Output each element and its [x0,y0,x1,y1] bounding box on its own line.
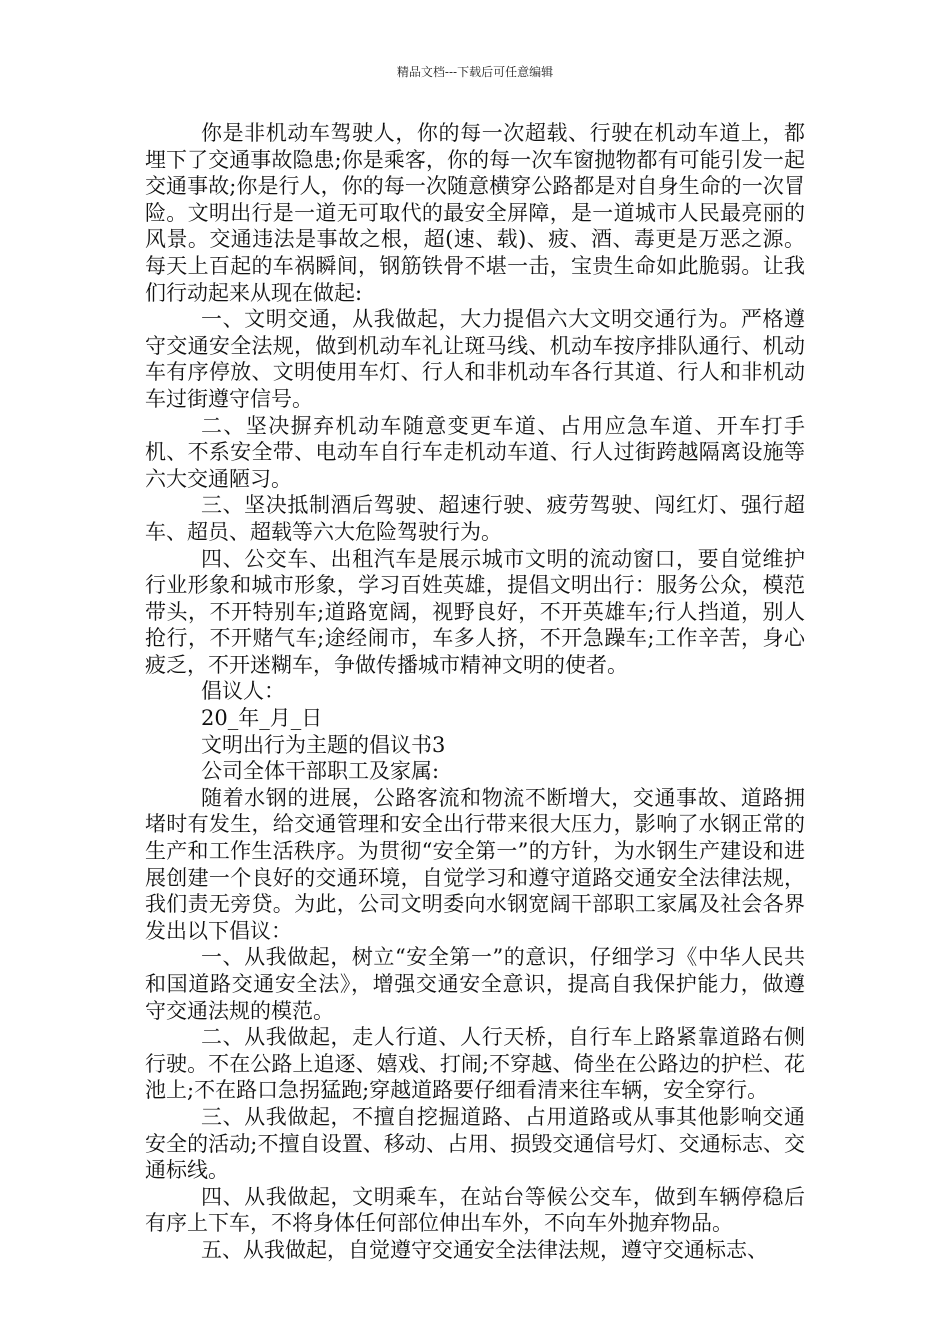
paragraph-item-3: 三、坚决抵制酒后驾驶、超速行驶、疲劳驾驶、闯红灯、强行超车、超员、超载等六大危险驾驶行为。 [145,493,805,544]
document-body [145,120,805,1264]
date-line: 20_年_月_日 [201,706,323,731]
paragraph-proposal-3: 三、从我做起，不擅自挖掘道路、占用道路或从事其他影响交通安全的活动;不擅自设置、移动、占用、损毁交通信号灯、交通标志、交通标线。 [145,1104,805,1183]
paragraph-item-2: 二、坚决摒弃机动车随意变更车道、占用应急车道、开车打手机、不系安全带、电动车自行车走机动车道、行人过街跨越隔离设施等六大交通陋习。 [145,413,805,491]
paragraph-item-1: 一、文明交通，从我做起，大力提倡六大文明交通行为。严格遵守交通安全法规，做到机动车礼让斑马线、机动车按序排队通行、机动车有序停放、文明使用车灯、行人和非机动车各行其道、行人和非机动车过街遵守信号。 [145,307,805,411]
paragraph-proposal-1: 一、从我做起，树立“安全第一”的意识，仔细学习《中华人民共和国道路交通安全法》，增强交通安全意识，提高自我保护能力，做遵守交通法规的模范。 [145,945,805,1023]
page-header: 精品文档---下载后可任意编辑 [396,65,554,79]
signature-line: 倡议人： [201,679,285,704]
paragraph-intro: 你是非机动车驾驶人，你的每一次超载、行驶在机动车道上，都埋下了交通事故隐患;你是乘客，你的每一次车窗抛物都有可能引发一起交通事故;你是行人，你的每一次随意横穿公路都是对自身生命的一次冒险。文明出行是一道无可取代的最安全屏障，是一道城市人民最亮丽的风景。交通违法是事故之根，超(速、载)、疲、酒、毒更是万恶之源。每天上百起的车祸瞬间，钢筋铁骨不堪一击，宝贵生命如此脆弱。让我们行动起来从现在做起: [145,121,805,305]
paragraph-proposal-intro: 随着水钢的进展，公路客流和物流不断增大，交通事故、道路拥堵时有发生，给交通管理和安全出行带来很大压力，影响了水钢正常的生产和工作生活秩序。为贯彻“安全第一”的方针，为水钢生产建设和进展创建一个良好的交通环境，自觉学习和遵守道路交通安全法律法规，我们责无旁贷。为此，公司文明委向水钢宽阔干部职工家属及社会各界发出以下倡议： [145,785,805,943]
paragraph-proposal-2: 二、从我做起，走人行道、人行天桥，自行车上路紧靠道路右侧行驶。不在公路上追逐、嬉戏、打闹;不穿越、倚坐在公路边的护栏、花池上;不在路口急拐猛跑;穿越道路要仔细看清来往车辆，安全穿行。 [145,1025,805,1103]
paragraph-item-4: 四、公交车、出租汽车是展示城市文明的流动窗口，要自觉维护行业形象和城市形象，学习百姓英雄，提倡文明出行：服务公众，模范带头，不开特别车;道路宽阔，视野良好，不开英雄车;行人挡道，别人抢行，不开赌气车;途经闹市，车多人挤，不开急躁车;工作辛苦，身心疲乏，不开迷糊车，争做传播城市精神文明的使者。 [145,546,805,677]
salutation: 公司全体干部职工及家属: [201,759,440,784]
paragraph-proposal-4: 四、从我做起，文明乘车，在站台等候公交车，做到车辆停稳后有序上下车，不将身体任何部位伸出车外，不向车外抛弃物品。 [145,1184,805,1236]
section-title: 文明出行为主题的倡议书3 [201,732,446,757]
paragraph-proposal-5: 五、从我做起，自觉遵守交通安全法律法规，遵守交通标志、 [201,1237,768,1262]
